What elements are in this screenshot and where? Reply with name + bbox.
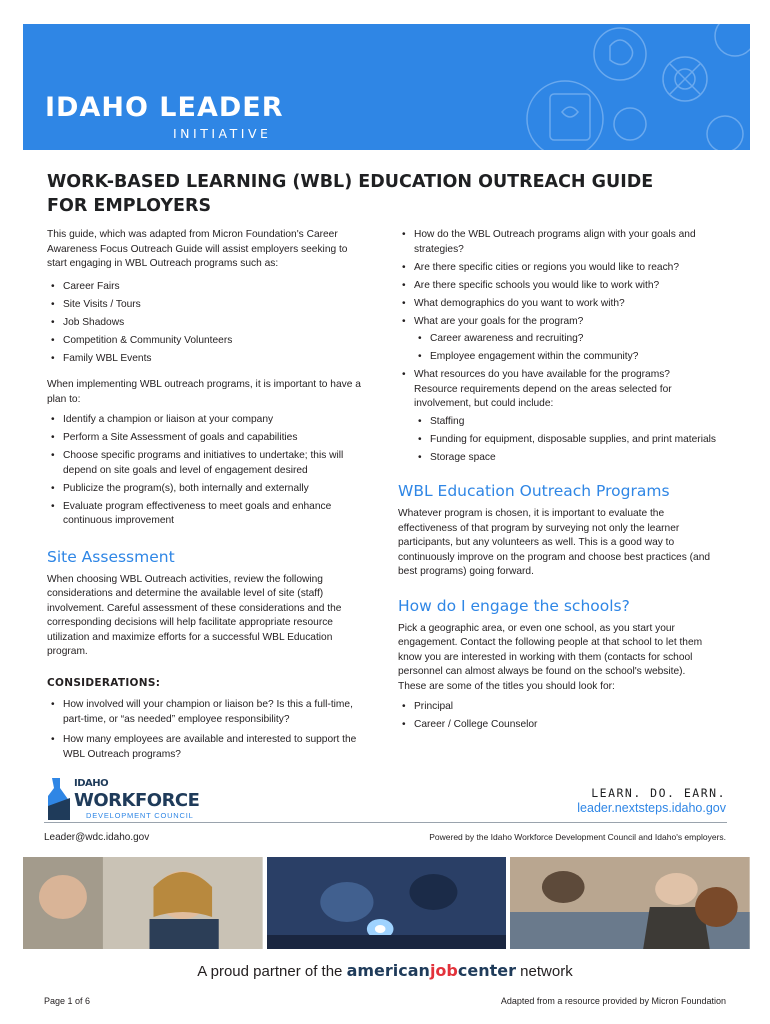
list-item: • Storage space <box>414 451 716 466</box>
list-item: • Are there specific schools you would like to work with? <box>398 279 716 294</box>
page-title: WORK-BASED LEARNING (WBL) EDUCATION OUTREACH GUIDE FOR EMPLOYERS <box>47 172 654 216</box>
wbl-programs-heading: WBL Education Outreach Programs <box>398 482 670 500</box>
list-item <box>398 315 716 365</box>
page-number: Page 1 of 6 <box>44 996 91 1006</box>
website-link[interactable]: leader.nextsteps.idaho.gov <box>577 801 726 815</box>
right-column <box>398 228 716 736</box>
ajc-american: american <box>346 961 430 980</box>
engage-schools-text: Pick a geographic area, or even one school, as you start your engagement. Contact the following people at that school to let them know you are interested in working with them (contacts for school personnel can almost always be found on the school's website). These are some of the titles you should look for: <box>398 622 703 692</box>
list-item: • How do the WBL Outreach programs align with your goals and strategies? <box>398 228 716 257</box>
engage-schools-heading: How do I engage the schools? <box>398 596 630 615</box>
photo-welding <box>267 857 507 949</box>
list-item: • Funding for equipment, disposable supplies, and print materials <box>414 433 716 448</box>
list-item: • Site Visits / Tours <box>47 298 367 313</box>
plan-intro: When implementing WBL outreach programs, it is important to have a plan to: <box>47 379 361 405</box>
list-item: • What demographics do you want to work with? <box>398 297 716 312</box>
photo-strip <box>23 857 750 949</box>
list-item: • Employee engagement within the community? <box>414 350 716 365</box>
banner-subtitle: INITIATIVE <box>173 126 272 141</box>
workforce-council-logo <box>46 776 246 824</box>
goals-question: What are your goals for the program? <box>414 315 584 327</box>
plan-list <box>47 413 367 529</box>
considerations-heading: CONSIDERATIONS: <box>47 676 161 689</box>
email-link[interactable]: Leader@wdc.idaho.gov <box>44 832 150 843</box>
ajc-center: center <box>457 961 516 980</box>
site-assessment-heading: Site Assessment <box>47 547 175 566</box>
logo-idaho-text: IDAHO <box>74 778 109 789</box>
list-item: • Career / College Counselor <box>398 718 716 733</box>
partner-line <box>0 961 770 980</box>
logo-workforce-text: WORKFORCE <box>74 790 200 811</box>
list-item: • Identify a champion or liaison at your company <box>47 413 367 428</box>
list-item: • Career Fairs <box>47 280 367 295</box>
list-item: • Perform a Site Assessment of goals and capabilities <box>47 431 367 446</box>
list-item: • Principal <box>398 700 716 715</box>
program-list <box>47 280 367 367</box>
photo-teacher <box>23 857 263 949</box>
questions-list <box>398 228 716 465</box>
list-item: • Choose specific programs and initiatives to undertake; this will depend on site goals and level of engagement desired <box>47 449 367 478</box>
list-item: • How involved will your champion or liaison be? Is this a full-time, part-time, or “as needed” employee responsibility? <box>47 698 367 727</box>
list-item: • How many employees are available and interested to support the WBL Outreach programs? <box>47 733 367 762</box>
considerations-list <box>47 698 367 762</box>
titles-list <box>398 700 716 733</box>
header-banner <box>23 24 750 150</box>
list-item: • Staffing <box>414 415 716 430</box>
list-item: • Job Shadows <box>47 316 367 331</box>
divider <box>44 822 727 823</box>
powered-by-text: Powered by the Idaho Workforce Development Council and Idaho's employers. <box>429 832 726 842</box>
list-item: • Competition & Community Volunteers <box>47 334 367 349</box>
resources-sublist <box>414 415 716 466</box>
list-item: • Evaluate program effectiveness to meet goals and enhance continuous improvement <box>47 500 367 529</box>
list-item: • Are there specific cities or regions you would like to reach? <box>398 261 716 276</box>
intro-paragraph: This guide, which was adapted from Micron Foundation's Career Awareness Focus Outreach Guide will assist employers seeking to start engaging in WBL Outreach programs such as: <box>47 229 348 269</box>
goals-sublist <box>414 332 716 365</box>
left-column <box>47 228 367 766</box>
partner-suffix: network <box>520 963 573 980</box>
adapted-credit: Adapted from a resource provided by Micron Foundation <box>500 996 726 1006</box>
list-item: • Family WBL Events <box>47 352 367 367</box>
decorative-icons <box>520 24 750 150</box>
logo-council-text: DEVELOPMENT COUNCIL <box>86 811 194 820</box>
partner-prefix: A proud partner of the <box>197 963 343 980</box>
idaho-state-icon <box>46 776 74 822</box>
ajc-job: job <box>429 961 458 980</box>
photo-student <box>510 857 750 949</box>
list-item <box>398 368 716 465</box>
tagline: LEARN. DO. EARN. <box>591 786 726 800</box>
banner-title: IDAHO LEADER <box>45 92 284 123</box>
list-item: • Publicize the program(s), both internally and externally <box>47 482 367 497</box>
resources-question: What resources do you have available for the programs? Resource requirements depend on the areas selected for involvement, but could include: <box>414 369 672 409</box>
site-assessment-text: When choosing WBL Outreach activities, review the following considerations and determine the available level of site (staff) involvement. Careful assessment of these considerations and the corresponding decisions will help facilitate appropriate resource utilization and maximize efforts for a successful WBL Education program. <box>47 573 342 657</box>
wbl-programs-text: Whatever program is chosen, it is important to evaluate the effectiveness of that program by surveying not only the learner participants, but any volunteers as well. This is a good way to continuously improve on the program and choose best practices (and best programs) going forward. <box>398 508 711 577</box>
list-item: • Career awareness and recruiting? <box>414 332 716 347</box>
